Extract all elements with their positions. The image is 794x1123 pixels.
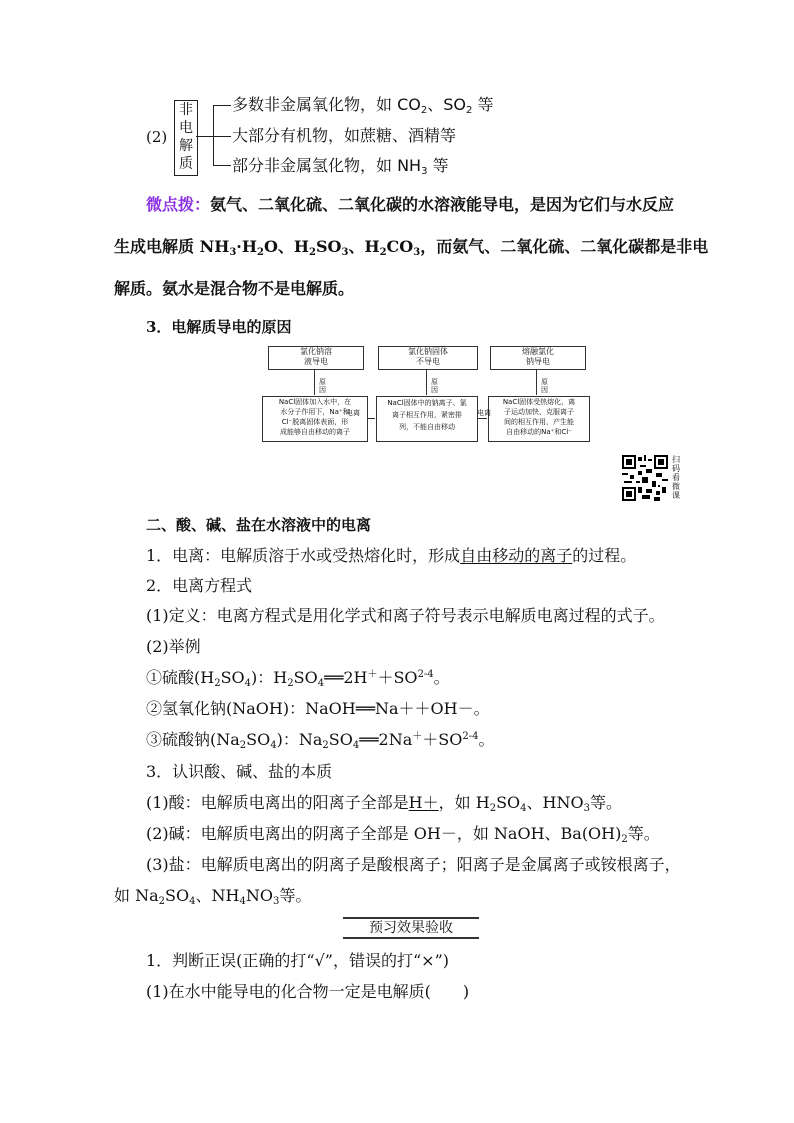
example-sodium-hydroxide: ②氢氧化钠(NaOH)：NaOH══Na＋＋OH－。 <box>146 699 490 718</box>
quiz-item-1: (1)在水中能导电的化合物一定是电解质( ) <box>146 982 470 1001</box>
diagram-bottom-box-1: NaCl固体加入水中，在 水分子作用下，Na⁺和 Cl⁻脱离固体表面，形 成能够自由移动的离子 <box>262 396 368 442</box>
bracket-line <box>213 136 231 137</box>
section-title-ionization: 二、酸、碱、盐在水溶液中的电离 <box>146 516 372 534</box>
diagram-bottom-box-2: NaCl固体中的钠离子、氯 离子相互作用，紧密排 列，不能自由移动 <box>376 396 478 442</box>
diagram-reason-label: 原因 <box>319 378 326 394</box>
quiz-question-1: 1．判断正误(正确的打“√”，错误的打“×”) <box>146 951 449 970</box>
nonelectrolyte-item: 大部分有机物，如蔗糖、酒精等 <box>232 126 457 145</box>
bracket-vertical <box>213 105 214 165</box>
diagram-connector <box>314 369 315 395</box>
definition-salt-line-2: 如 $Na_2SO_4$、$NH_4NO_3$等。 <box>114 886 312 907</box>
diagram-bottom-box-3: NaCl固体受热熔化，离 子运动加快，克服离子 间的相互作用，产生能 自由移动的Na⁺和Cl⁻ <box>488 396 590 442</box>
bracket-line <box>213 105 231 106</box>
section-number: (2) <box>146 128 168 146</box>
nonelectrolyte-item: 多数非金属氧化物，如 $CO_2$、$SO_2$ 等 <box>232 95 494 116</box>
heading-nature: 3．认识酸、碱、盐的本质 <box>146 762 333 781</box>
example-sulfuric-acid: ①硫酸$(H_2SO_4)$：$H_2SO_4══2H^++SO^{2-4}$。 <box>146 668 450 689</box>
example-sodium-sulfate: ③硫酸钠$(Na_2SO_4)$：$Na_2SO_4══2Na^++SO^{2-4}$。 <box>146 730 495 751</box>
diagram-ionize-label: 电离 <box>477 409 491 417</box>
bracket-line <box>196 136 213 137</box>
nonelectrolyte-label-box <box>174 100 198 176</box>
box-char: 质 <box>179 156 193 172</box>
definition-acid: (1)酸：电解质电离出的阳离子全部是H＋，如 $H_2SO_4$、$HNO_3$等。 <box>146 793 622 814</box>
qr-caption: 扫 码 看 微 课 <box>672 455 680 500</box>
tip-key: 微点拨： <box>146 195 211 214</box>
heading-ionization-equation: 2．电离方程式 <box>146 576 253 595</box>
diagram-top-box-3: 熔融氯化 钠导电 <box>490 346 586 370</box>
diagram-connector <box>426 369 427 395</box>
tip-line-1: 微点拨：氨气、二氧化硫、二氧化碳的水溶液能导电，是因为它们与水反应 <box>146 195 675 214</box>
preview-check-banner: 预习效果验收 <box>343 917 479 939</box>
definition-base: (2)碱：电解质电离出的阴离子全部是 OH－，如 NaOH、$Ba(OH)_2$等。 <box>146 824 660 845</box>
bracket-line <box>213 165 231 166</box>
heading-conduction-reason: 3．电解质导电的原因 <box>146 318 292 336</box>
diagram-reason-label: 原因 <box>541 378 548 394</box>
diagram-arrow <box>367 418 375 419</box>
examples-heading: (2)举例 <box>146 637 201 656</box>
tip-line-2: 生成电解质 $NH_3\cdot H_2O$、$H_2SO_3$、$H_2CO_3$，而氨气、二氧化硫、二氧化碳都是非电 <box>114 237 709 258</box>
diagram-top-box-2: 氯化钠固体 不导电 <box>378 346 478 370</box>
box-char: 解 <box>179 138 193 154</box>
diagram-connector <box>536 369 537 395</box>
diagram-arrow <box>477 418 487 419</box>
diagram-reason-label: 原因 <box>431 378 438 394</box>
tip-line-3: 解质。氨水是混合物不是电解质。 <box>114 279 355 298</box>
qr-code-icon[interactable] <box>622 455 668 501</box>
box-char: 非 <box>179 102 193 118</box>
definition-salt-line-1: (3)盐：电解质电离出的阴离子是酸根离子；阳离子是金属离子或铵根离子， <box>146 855 681 874</box>
nonelectrolyte-item: 部分非金属氢化物，如 $NH_3$ 等 <box>232 156 449 177</box>
diagram-ionize-label: 电离 <box>346 409 360 417</box>
equation-definition: (1)定义：电离方程式是用化学式和离子符号表示电解质电离过程的式子。 <box>146 606 665 625</box>
box-char: 电 <box>179 120 193 136</box>
diagram-top-box-1: 氯化钠溶 液导电 <box>268 346 364 370</box>
ionization-definition: 1．电离：电解质溶于水或受热熔化时，形成自由移动的离子的过程。 <box>146 546 637 565</box>
